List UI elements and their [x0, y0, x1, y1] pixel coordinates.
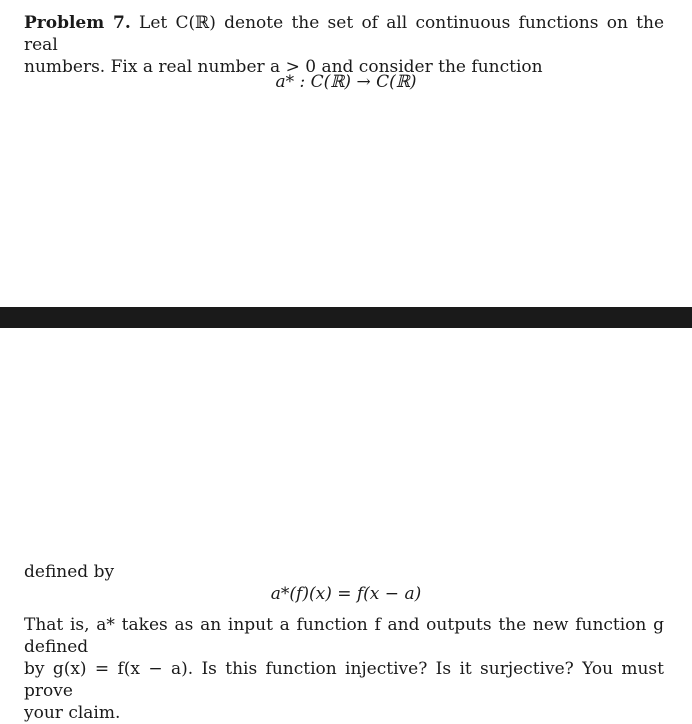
problem-statement	[24, 12, 664, 78]
closing-line-3: your claim.	[24, 703, 121, 723]
definition-equation-text: a*(f)(x) = f(x − a)	[270, 584, 422, 604]
map-equation-text: a* : C(ℝ) → C(ℝ)	[275, 72, 417, 92]
closing-line-1: That is, a* takes as an input a function f and outputs the new function g defined	[24, 615, 664, 657]
closing-paragraph	[24, 614, 664, 724]
problem-line-1	[24, 12, 664, 56]
problem-intro-line-1: Let C(ℝ) denote the set of all continuous functions on the real	[24, 13, 664, 55]
defined-by-text: defined by	[24, 562, 115, 582]
map-equation	[0, 71, 692, 93]
definition-equation	[0, 583, 692, 605]
problem-heading: Problem 7.	[24, 13, 131, 33]
black-divider-bar	[0, 307, 692, 328]
problem-intro-line-2: numbers. Fix a real number a > 0 and consider the function	[24, 57, 543, 77]
closing-line-2: by g(x) = f(x − a). Is this function injective? Is it surjective? You must prove	[24, 659, 664, 701]
